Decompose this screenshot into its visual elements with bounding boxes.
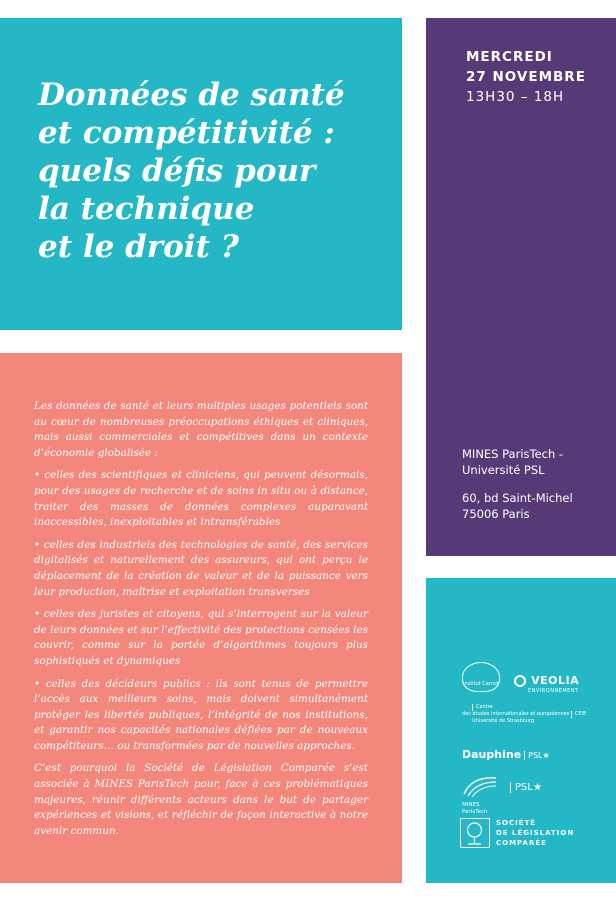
description-paragraph: • celles des juristes et citoyens, qui s’interrogent sur la valeur de leurs données et sur l’effectivité des protections censées les couvrir, comme sur la portée d’algorithmes toujours plus sophistiqués et dynamiques [34, 608, 368, 667]
veolia-subtitle: ENVIRONNEMENT [528, 688, 579, 694]
institut-carnot-label: institut Carnot [463, 681, 499, 687]
description-paragraph: • celles des industriels des technologies de santé, des services digitalisés et naturellement des assureurs, qui ont perçu le déplacement de la création de valeur et de la puissance vers leur production, maîtrise et exploitation transverses [34, 538, 368, 598]
dauphine-name: Dauphine [462, 748, 522, 761]
event-time: 13H30 – 18H [466, 89, 565, 105]
ceie-line-3: Université de Strasbourg [472, 718, 535, 724]
ceie-logo [462, 704, 586, 725]
description-paragraph: • celles des décideurs publics : ils sont tenus de permettre l’accès aux meilleurs soins, mais doivent simultanément protéger les libertés publiques, l’intégrité de nos institutions, et garantir nos capacités nationales défiées par de nouveaux compétiteurs… ou transformées par de nouvelles approches. [34, 677, 368, 752]
slc-line-1: SOCIÉTÉ [496, 819, 537, 827]
title-line: quels défis pour [38, 153, 316, 189]
title-line: Données de santé [38, 77, 345, 113]
description-paragraph: • celles des scientifiques et cliniciens, qui peuvent désormais, pour des usages de recherche et de soins in situ ou à distance, traiter des masses de données complexes auparavant inaccessibles, inexploitables et intransférables [34, 469, 368, 529]
slc-line-3: COMPARÉE [496, 839, 547, 847]
description-text [34, 399, 368, 846]
ceie-line-2: des études internationales et européennes [462, 711, 570, 717]
venue-line-2: Université PSL [462, 463, 545, 477]
title-line: et compétitivité : [38, 115, 335, 151]
slc-line-2: DE LÉGISLATION [496, 829, 575, 837]
mines-paristech-logo [462, 774, 498, 816]
slc-emblem-icon [460, 818, 490, 848]
dauphine-logo [462, 748, 550, 761]
veolia-name: VEOLIA [531, 674, 580, 687]
event-info-panel [426, 18, 616, 556]
mines-line-2: ParisTech [462, 809, 488, 815]
mines-line-1: MINES [462, 802, 480, 808]
slc-logo-text [496, 818, 574, 848]
address-line-2: 75006 Paris [462, 507, 530, 521]
mines-psl-mark: PSL★ [510, 782, 542, 793]
partner-logos-panel [426, 578, 616, 883]
description-panel [0, 353, 402, 883]
title-panel [0, 18, 402, 330]
veolia-logo [514, 670, 579, 694]
dauphine-psl: PSL★ [524, 751, 550, 760]
veolia-mark-icon [514, 675, 526, 687]
address-line-1: 60, bd Saint-Michel [462, 491, 573, 505]
ceie-abbr: CEIE [571, 711, 586, 718]
event-day: MERCREDI [466, 49, 553, 65]
description-paragraph: C’est pourquoi la Société de Législation Comparée s’est associée à MINES ParisTech pour, face à ces problématiques majeures, réunir différents acteurs dans le but de partager expériences et visions, et réfléchir de façon interactive à notre avenir commun. [34, 762, 368, 837]
venue-line-1: MINES ParisTech - [462, 447, 564, 461]
event-title [38, 76, 388, 266]
institut-carnot-logo [462, 662, 500, 692]
title-line: la technique [38, 191, 255, 227]
event-date: 27 NOVEMBRE [466, 69, 586, 85]
description-paragraph: Les données de santé et leurs multiples usages potentiels sont au cœur de nombreuses préoccupations éthiques et cliniques, mais aussi commerciales et compétitives dans un contexte d’économie globalisée : [34, 400, 368, 459]
title-line: et le droit ? [38, 229, 239, 265]
ceie-line-1: Centre [472, 704, 493, 711]
mines-emblem-icon [462, 774, 498, 798]
